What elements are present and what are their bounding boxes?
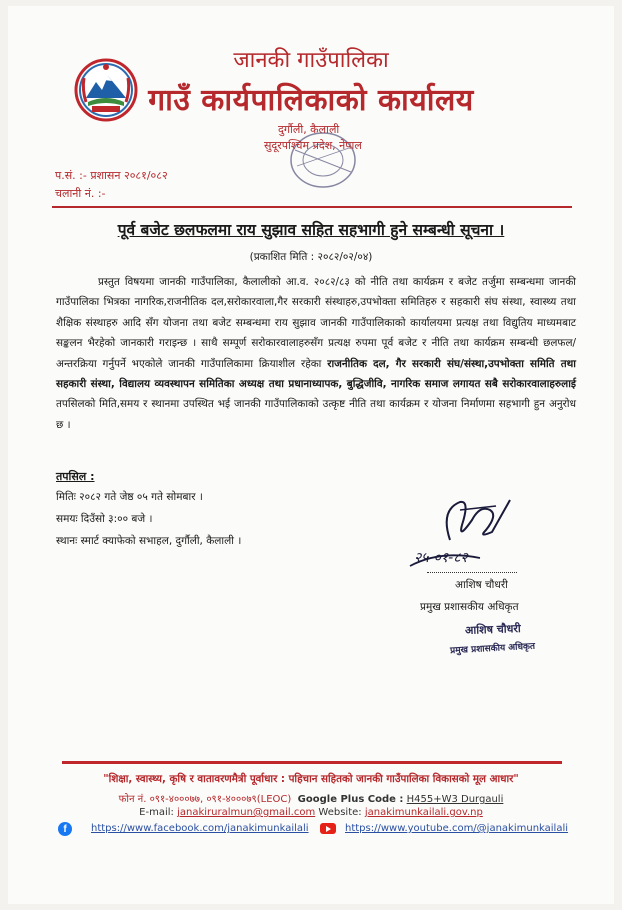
municipality-name: जानकी गाउँपालिका bbox=[233, 48, 389, 73]
youtube-icon bbox=[320, 823, 336, 834]
notice-body-part-1: प्रस्तुत विषयमा जानकी गाउँपालिका, कैलालीको आ.व. २०८२/८३ को नीति तथा कार्यक्रम र बजेट तर्जुमा सम्बन्धमा जानकी गाउँपालिका भित्रका नागरिक,राजनीतिक दल,सरोकारवाला,गैर सरकारी संस्थाहरु,उपभोक्ता समितिहरु र सहकारी संघ संस्था, स्वास्थ्य तथा शैक्षिक संस्थाहरु आदि सँग योजना तथा बजेट सम्बन्धमा राय सुझाव जानकी गाउँपालिकाको कार्यालयमा प्रत्यक्ष तथा विद्युतिय माध्यमबाट सङ्कलन भैरहेको जानकारी गराइन्छ । साथै सम्पूर्ण सरोकारवालाहरुसँग प्रत्यक्ष रुपमा पूर्व बजेट र नीति तथा कार्यक्रम सम्बन्धी छलफल/अन्तरक्रिया गर्नुपर्ने भएकोले जानकी गाउँपालिकामा क्रियाशील रहेका bbox=[56, 276, 576, 370]
signatory-name: आशिष चौधरी bbox=[455, 579, 508, 591]
notice-body-part-2: तपसिलको मिति,समय र स्थानमा उपस्थित भई जानकी गाउँपालिकाको उत्कृष्ट नीति तथा कार्यक्रम र योजना निर्माणमा सहभागी हुन अनुरोध छ । bbox=[56, 398, 576, 431]
office-title: गाउँ कार्यपालिकाको कार्यालय bbox=[148, 83, 474, 118]
notice-body bbox=[56, 272, 576, 435]
dispatch-number: चलानी नं. :- bbox=[55, 187, 106, 200]
footer-motto: "शिक्षा, स्वास्थ्य, कृषि र वातावरणमैत्री पूर्वाधार : पहिचान सहितको जानकी गाउँपालिका विकासको मूल आधार" bbox=[103, 773, 519, 785]
youtube-link[interactable]: https://www.youtube.com/@janakimunkailali bbox=[345, 823, 569, 834]
footer-email-line bbox=[0, 807, 622, 818]
plus-code: H455+W3 Durgauli bbox=[406, 794, 504, 805]
plus-code-label: Google Plus Code : bbox=[297, 794, 404, 805]
facebook-link[interactable]: https://www.facebook.com/janakimunkailali bbox=[91, 823, 309, 834]
title-stamp: प्रमुख प्रशासकीय अधिकृत bbox=[449, 641, 536, 657]
signature-date: २५-०१-८२ bbox=[414, 550, 468, 566]
address-line-2: सुदूरपश्चिम प्रदेश, नेपाल bbox=[264, 139, 362, 152]
signature-line bbox=[427, 572, 517, 573]
footer-divider bbox=[62, 761, 562, 764]
signatory-title: प्रमुख प्रशासकीय अधिकृत bbox=[420, 601, 519, 613]
notice-body-invitees: राजनीतिक दल, गैर सरकारी संघ/संस्था,उपभोक्ता समिति तथा सहकारी संस्था, विद्यालय व्यवस्थापन समितिका अध्यक्ष तथा प्रधानाध्यापक, बुद्धिजीवि, नागरिक समाज लगायत सबै सरोकारवालाहरुलाई bbox=[56, 357, 576, 391]
notice-title: पूर्व बजेट छलफलमा राय सुझाव सहित सहभागी हुने सम्बन्धी सूचना । bbox=[117, 220, 505, 239]
email-link[interactable]: janakiruralmun@gmail.com bbox=[177, 807, 316, 818]
published-date: (प्रकाशित मिति : २०८२/०२/०४) bbox=[249, 251, 373, 263]
website-link[interactable]: janakimunkailali.gov.np bbox=[364, 807, 483, 818]
footer-contact-line bbox=[0, 791, 622, 805]
header-divider bbox=[52, 206, 572, 208]
phone-numbers: फोन नं. ०९१-४०००७७, ०९१-४०००७९(LEOC) bbox=[118, 794, 292, 805]
details-heading: तपसिल : bbox=[56, 470, 95, 483]
reference-number: प.सं. :- प्रशासन २०८१/०८२ bbox=[55, 169, 168, 182]
detail-date: मितिः २०८२ गते जेष्ठ ०५ गते सोमबार । bbox=[56, 491, 203, 503]
website-label: Website: bbox=[318, 807, 362, 818]
email-label: E-mail: bbox=[139, 807, 174, 818]
address-line-1: दुर्गौली, कैलाली bbox=[278, 123, 340, 136]
facebook-icon: f bbox=[58, 822, 72, 836]
detail-venue: स्थानः स्मार्ट क्याफेको सभाहल, दुर्गौली, कैलाली । bbox=[56, 535, 242, 547]
handwritten-signature bbox=[400, 480, 530, 575]
name-stamp: आशिष चौधरी bbox=[464, 622, 521, 637]
detail-time: समयः दिउँसो ३:०० बजे । bbox=[56, 513, 153, 525]
